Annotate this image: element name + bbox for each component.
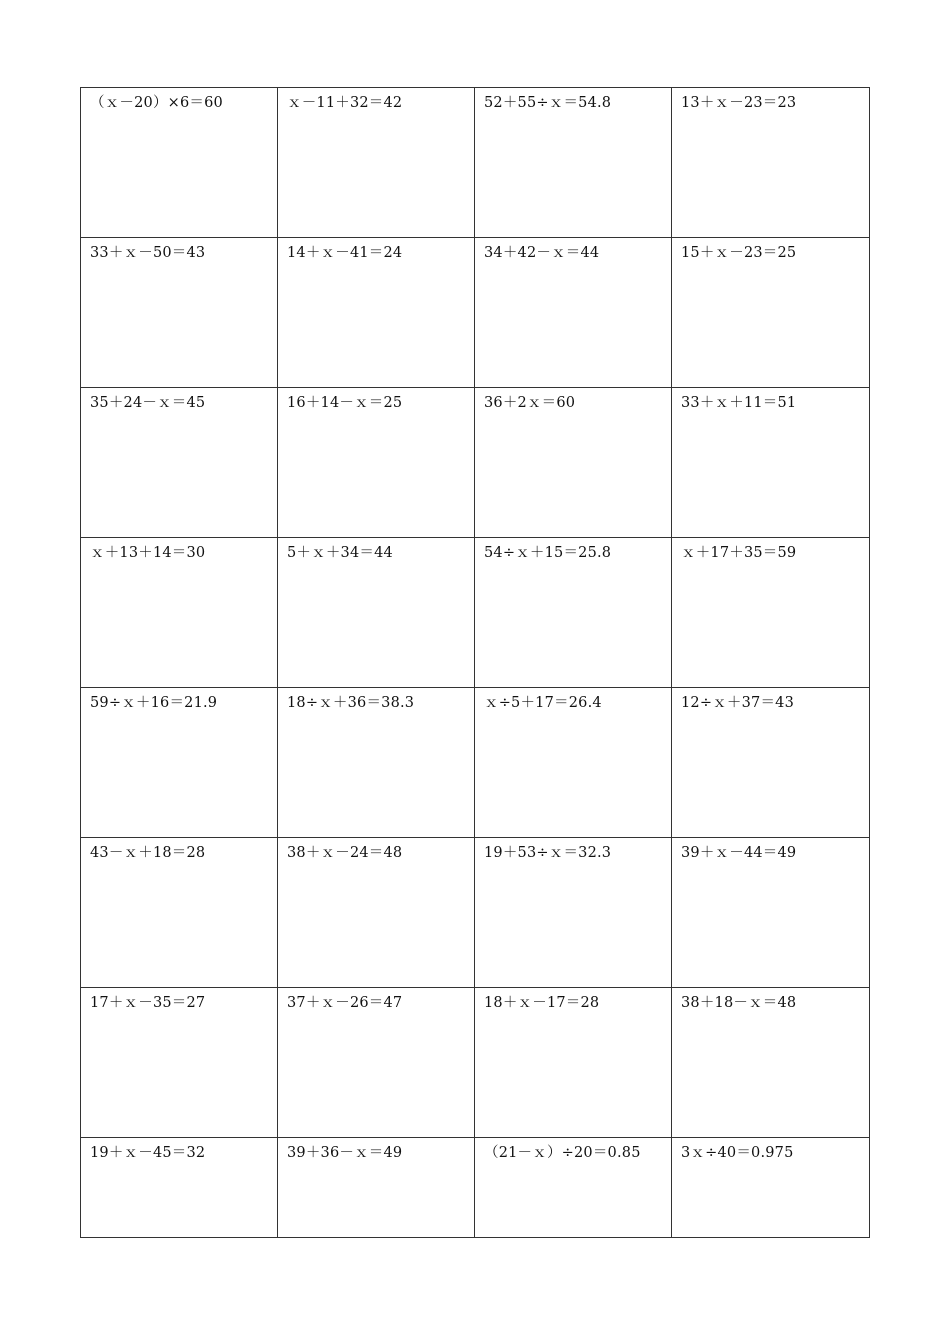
equation-text: 59÷ｘ＋16＝21.9 — [90, 695, 218, 711]
answer-cell[interactable] — [672, 688, 869, 838]
equation-text: 19＋ｘ－45＝32 — [90, 1145, 206, 1161]
equation-text: 14＋ｘ－41＝24 — [287, 245, 403, 261]
answer-cell[interactable] — [672, 1138, 869, 1237]
equation-text: 38＋18－ｘ＝48 — [681, 995, 797, 1011]
answer-cell[interactable] — [475, 388, 672, 538]
answer-cell[interactable] — [278, 1138, 475, 1237]
answer-cell[interactable] — [278, 388, 475, 538]
equation-text: 19＋53÷ｘ＝32.3 — [484, 845, 612, 861]
equation-text: 52＋55÷ｘ＝54.8 — [484, 95, 612, 111]
equation-text: ｘ÷5＋17＝26.4 — [484, 695, 602, 711]
answer-cell[interactable] — [81, 838, 278, 988]
equation-text: 3ｘ÷40＝0.975 — [681, 1145, 794, 1161]
answer-cell[interactable] — [475, 238, 672, 388]
equation-text: 43－ｘ＋18＝28 — [90, 845, 206, 861]
equation-text: （ｘ－20）×6＝60 — [90, 95, 223, 111]
equation-text: （21－ｘ）÷20＝0.85 — [484, 1145, 641, 1161]
answer-cell[interactable] — [475, 538, 672, 688]
answer-cell[interactable] — [81, 688, 278, 838]
answer-cell[interactable] — [672, 238, 869, 388]
answer-cell[interactable] — [672, 88, 869, 238]
equation-text: 5＋ｘ＋34＝44 — [287, 545, 393, 561]
equation-text: ｘ＋17＋35＝59 — [681, 545, 797, 561]
answer-cell[interactable] — [81, 538, 278, 688]
answer-cell[interactable] — [81, 238, 278, 388]
answer-cell[interactable] — [278, 238, 475, 388]
equation-text: 39＋36－ｘ＝49 — [287, 1145, 403, 1161]
equation-text: 34＋42－ｘ＝44 — [484, 245, 600, 261]
equation-text: 13＋ｘ－23＝23 — [681, 95, 797, 111]
equation-text: 18÷ｘ＋36＝38.3 — [287, 695, 415, 711]
answer-cell[interactable] — [278, 688, 475, 838]
answer-cell[interactable] — [81, 988, 278, 1138]
answer-cell[interactable] — [672, 388, 869, 538]
answer-cell[interactable] — [278, 988, 475, 1138]
answer-cell[interactable] — [81, 388, 278, 538]
answer-cell[interactable] — [475, 88, 672, 238]
equation-worksheet-grid — [80, 87, 870, 1238]
answer-cell[interactable] — [81, 88, 278, 238]
answer-cell[interactable] — [81, 1138, 278, 1237]
equation-text: 12÷ｘ＋37＝43 — [681, 695, 795, 711]
answer-cell[interactable] — [672, 838, 869, 988]
equation-text: 17＋ｘ－35＝27 — [90, 995, 206, 1011]
equation-text: 54÷ｘ＋15＝25.8 — [484, 545, 612, 561]
equation-text: ｘ＋13＋14＝30 — [90, 545, 206, 561]
equation-text: 37＋ｘ－26＝47 — [287, 995, 403, 1011]
answer-cell[interactable] — [672, 988, 869, 1138]
equation-text: 15＋ｘ－23＝25 — [681, 245, 797, 261]
equation-text: 18＋ｘ－17＝28 — [484, 995, 600, 1011]
equation-text: 33＋ｘ＋11＝51 — [681, 395, 797, 411]
equation-text: ｘ－11＋32＝42 — [287, 95, 403, 111]
answer-cell[interactable] — [475, 988, 672, 1138]
equation-text: 16＋14－ｘ＝25 — [287, 395, 403, 411]
answer-cell[interactable] — [278, 838, 475, 988]
answer-cell[interactable] — [475, 1138, 672, 1237]
answer-cell[interactable] — [278, 88, 475, 238]
answer-cell[interactable] — [672, 538, 869, 688]
equation-text: 35＋24－ｘ＝45 — [90, 395, 206, 411]
answer-cell[interactable] — [278, 538, 475, 688]
equation-text: 33＋ｘ－50＝43 — [90, 245, 206, 261]
equation-text: 36＋2ｘ＝60 — [484, 395, 576, 411]
answer-cell[interactable] — [475, 688, 672, 838]
answer-cell[interactable] — [475, 838, 672, 988]
equation-text: 38＋ｘ－24＝48 — [287, 845, 403, 861]
equation-text: 39＋ｘ－44＝49 — [681, 845, 797, 861]
